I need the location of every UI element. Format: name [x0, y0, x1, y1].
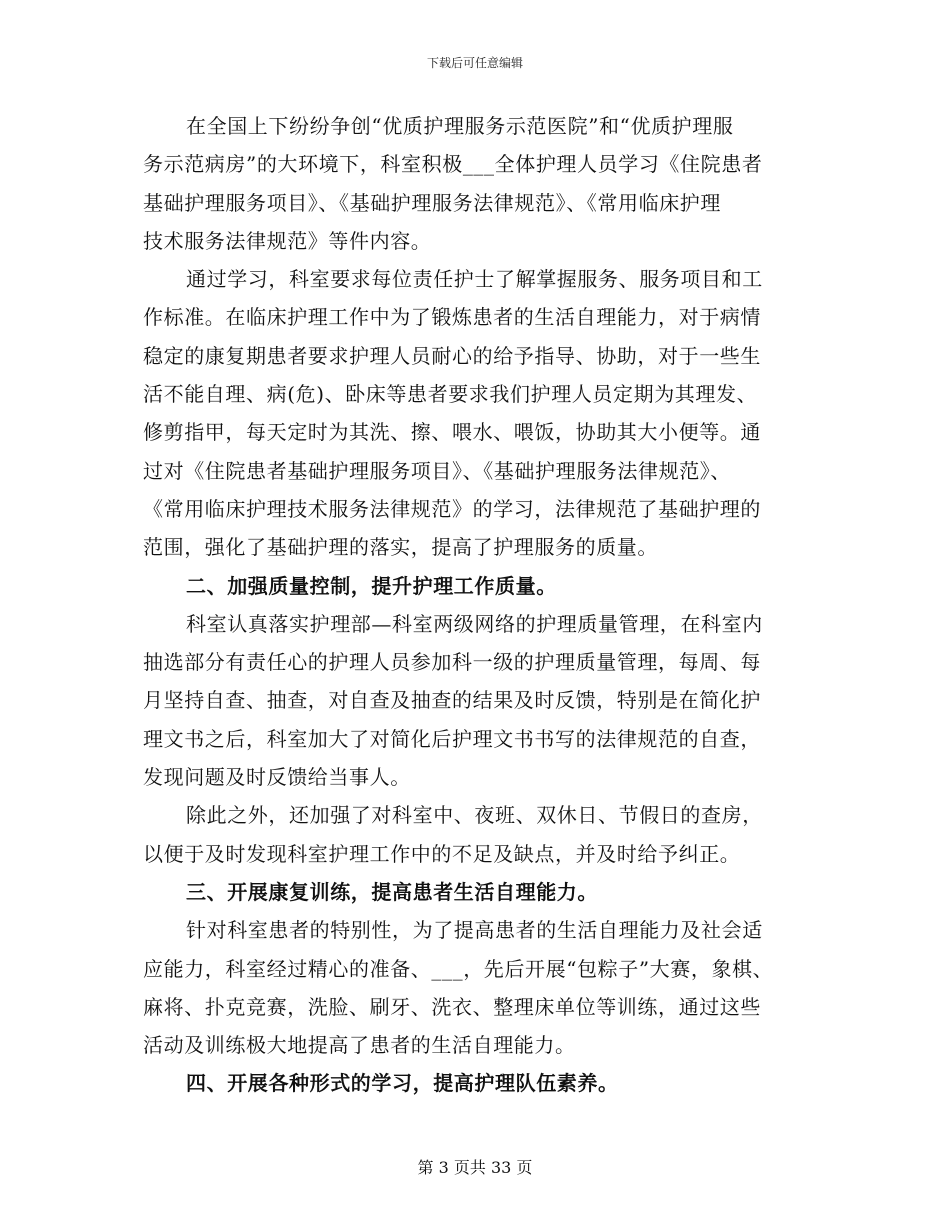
paragraph	[143, 107, 813, 260]
page-header: 下载后可任意编辑	[426, 56, 523, 70]
text-line: 麻将、扑克竞赛，洗脸、刷牙、洗衣、整理床单位等训练，通过这些	[143, 994, 761, 1019]
text-line: 针对科室患者的特别性，为了提高患者的生活自理能力及社会适	[186, 918, 763, 943]
text-line: 作标准。在临床护理工作中为了锻炼患者的生活自理能力，对于病情	[143, 305, 761, 330]
text-line: 月坚持自查、抽查，对自查及抽查的结果及时反馈，特别是在简化护	[143, 688, 761, 713]
page-footer: 第 3 页共 33 页	[417, 1158, 533, 1177]
document-body	[143, 107, 813, 1103]
text-line: 活动及训练极大地提高了患者的生活自理能力。	[143, 1033, 576, 1058]
section-heading: 三、开展康复训练，提高患者生活自理能力。	[186, 879, 598, 904]
text-line: 过对《住院患者基础护理服务项目》、《基础护理服务法律规范》、	[143, 458, 731, 483]
text-line: 修剪指甲，每天定时为其洗、擦、喂水、喂饭，协助其大小便等。通	[143, 420, 761, 445]
paragraph	[143, 911, 813, 1064]
text-line: 务示范病房”的大环境下，科室积极___全体护理人员学习《住院患者	[143, 152, 763, 177]
text-line: 《常用临床护理技术服务法律规范》的学习，法律规范了基础护理的	[143, 496, 761, 521]
text-line: 稳定的康复期患者要求护理人员耐心的给予指导、协助，对于一些生	[143, 343, 761, 368]
text-line: 以便于及时发现科室护理工作中的不足及缺点，并及时给予纠正。	[143, 841, 741, 866]
text-line: 在全国上下纷纷争创“优质护理服务示范医院”和“优质护理服	[186, 114, 734, 138]
section-heading: 二、加强质量控制，提升护理工作质量。	[186, 573, 557, 598]
section-heading: 四、开展各种形式的学习，提高护理队伍素养。	[186, 1071, 619, 1096]
paragraph	[143, 605, 813, 796]
text-line: 通过学习，科室要求每位责任护士了解掌握服务、服务项目和工	[186, 267, 763, 292]
text-line: 活不能自理、病(危)、卧床等患者要求我们护理人员定期为其理发、	[143, 382, 758, 407]
text-line: 应能力，科室经过精心的准备、___，先后开展“包粽子”大赛，象棋、	[143, 956, 774, 981]
text-line: 技术服务法律规范》等件内容。	[143, 228, 432, 253]
paragraph	[143, 260, 813, 566]
text-line: 范围，强化了基础护理的落实，提高了护理服务的质量。	[143, 535, 658, 560]
text-line: 抽选部分有责任心的护理人员参加科一级的护理质量管理，每周、每	[143, 650, 761, 675]
text-line: 理文书之后，科室加大了对简化后护理文书书写的法律规范的自查，	[143, 726, 761, 751]
paragraph	[143, 796, 813, 873]
text-line: 科室认真落实护理部—科室两级网络的护理质量管理，在科室内	[186, 611, 763, 636]
text-line: 发现问题及时反馈给当事人。	[143, 765, 411, 790]
text-line: 基础护理服务项目》、《基础护理服务法律规范》、《常用临床护理	[143, 190, 721, 215]
text-line: 除此之外，还加强了对科室中、夜班、双休日、节假日的查房，	[186, 803, 763, 828]
